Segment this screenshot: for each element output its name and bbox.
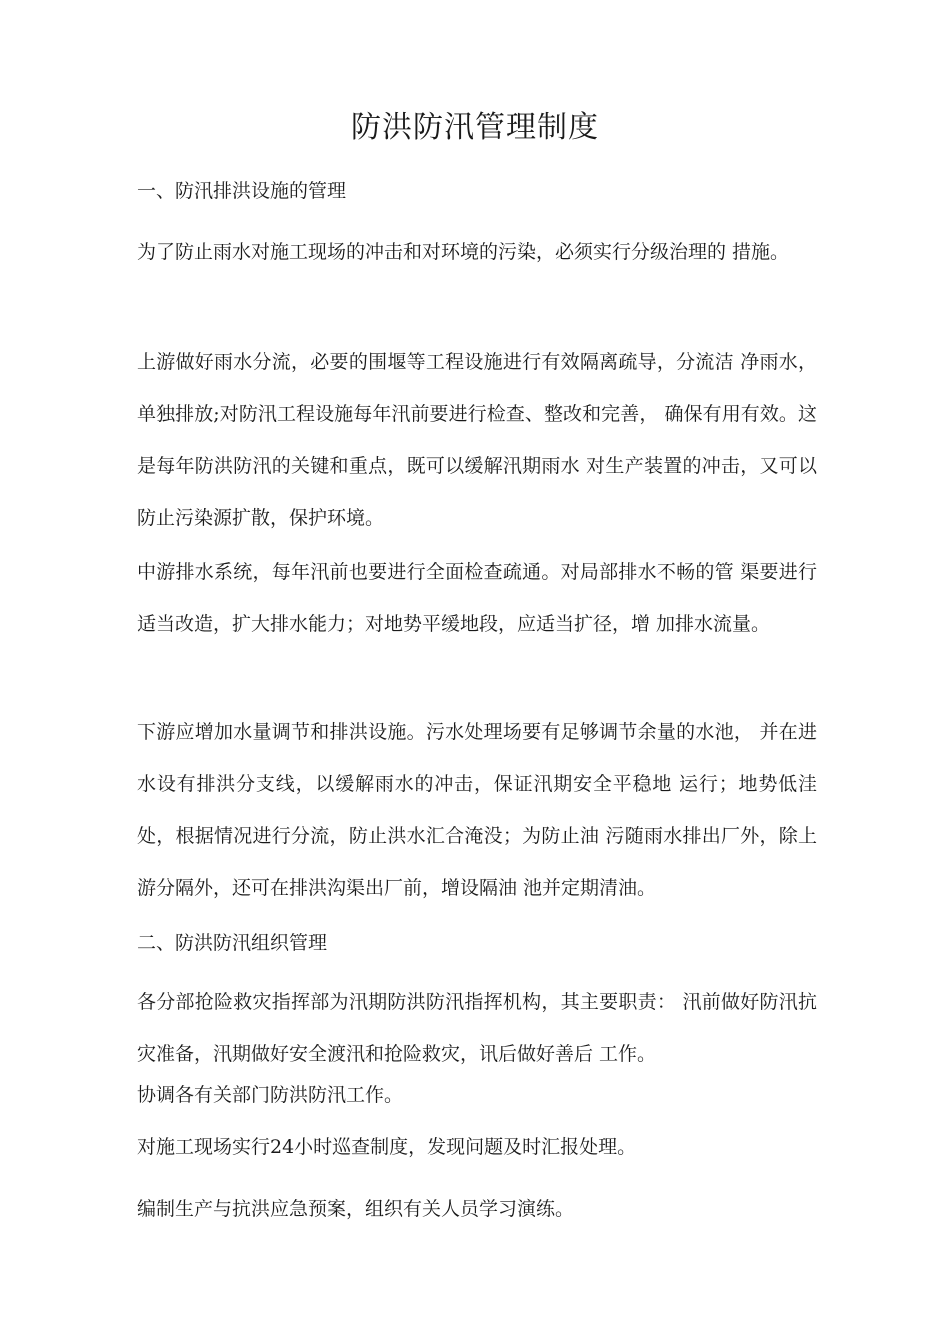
section-heading-1: 一、防汛排洪设施的管理	[137, 180, 347, 202]
paragraph-1: 为了防止雨水对施工现场的冲击和对环境的污染，必须实行分级治理的 措施。	[137, 241, 790, 263]
document-title: 防洪防汛管理制度	[351, 110, 599, 145]
list-item: 对施工现场实行24小时巡查制度，发现问题及时汇报处理。	[137, 1136, 637, 1158]
section-heading-2: 二、防洪防汛组织管理	[137, 932, 328, 954]
paragraph-5: 各分部抢险救灾指挥部为汛期防洪防汛指挥机构，其主要职责： 汛前做好防汛抗灾准备，汛期做好安全渡汛和抢险救灾，讯后做好善后 工作。	[137, 991, 817, 1065]
paragraph-4: 下游应增加水量调节和排洪设施。污水处理场要有足够调节余量的水池， 并在进水设有排洪分支线，以缓解雨水的冲击，保证汛期安全平稳地 运行；地势低洼处，根据情况进行分流，防止洪水汇合淹没；为防止油 污随雨水排出厂外，除上游分隔外，还可在排洪沟渠出厂前，增设隔油 池并定期清油。	[137, 721, 817, 899]
list-item: 编制生产与抗洪应急预案，组织有关人员学习演练。	[137, 1198, 575, 1220]
paragraph-2: 上游做好雨水分流，必要的围堰等工程设施进行有效隔离疏导，分流洁 净雨水，单独排放;对防汛工程设施每年汛前要进行检查、整改和完善， 确保有用有效。这是每年防洪防汛的关键和重点，既可以缓解汛期雨水 对生产装置的冲击，又可以防止污染源扩散，保护环境。	[137, 351, 817, 529]
list-item: 协调各有关部门防洪防汛工作。	[137, 1084, 404, 1106]
paragraph-3: 中游排水系统，每年汛前也要进行全面检查疏通。对局部排水不畅的管 渠要进行适当改造，扩大排水能力；对地势平缓地段，应适当扩径，增 加排水流量。	[137, 561, 817, 635]
